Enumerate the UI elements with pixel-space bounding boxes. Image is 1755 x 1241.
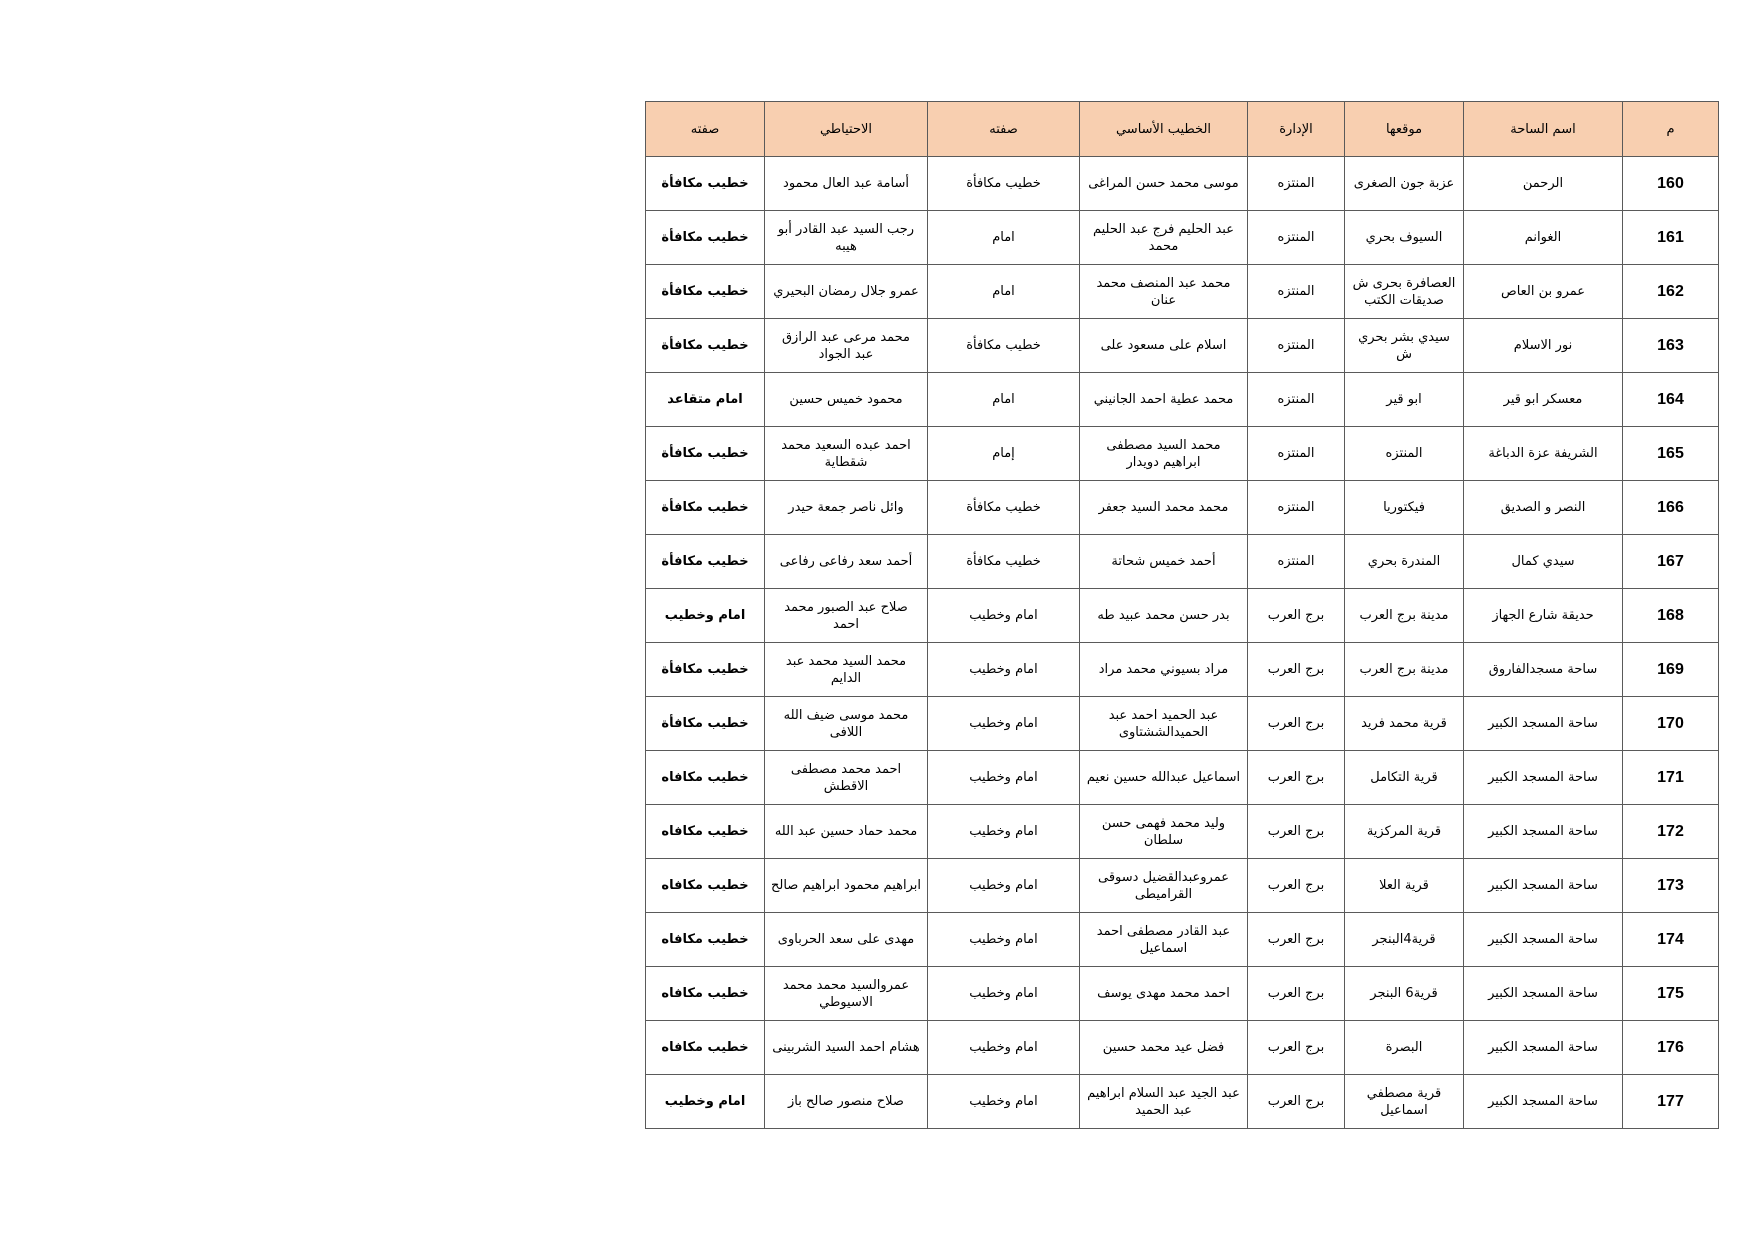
cell-reserve: وائل ناصر جمعة حيدر (765, 481, 928, 535)
cell-num: 162 (1623, 265, 1719, 319)
cell-main-role: امام وخطيب (928, 643, 1080, 697)
cell-square-name: ساحة المسجد الكبير (1464, 859, 1623, 913)
table-row (646, 967, 1719, 1021)
cell-main-role: امام وخطيب (928, 913, 1080, 967)
cell-location: عزبة جون الصغرى (1345, 157, 1464, 211)
cell-reserve: مهدى على سعد الحرباوى (765, 913, 928, 967)
cell-main-role: خطيب مكافأة (928, 535, 1080, 589)
cell-reserve-role: خطيب مكافأة (646, 643, 765, 697)
cell-main-preacher: محمد عطية احمد الجانيني (1080, 373, 1248, 427)
cell-square-name: عمرو بن العاص (1464, 265, 1623, 319)
cell-main-preacher: محمد محمد السيد جعفر (1080, 481, 1248, 535)
table-row (646, 697, 1719, 751)
cell-administration: المنتزه (1248, 211, 1345, 265)
cell-reserve: احمد محمد مصطفى الاقطش (765, 751, 928, 805)
cell-administration: المنتزه (1248, 265, 1345, 319)
cell-reserve-role: خطيب مكافأة (646, 481, 765, 535)
cell-reserve-role: خطيب مكافأة (646, 211, 765, 265)
cell-location: العصافرة بحرى ش صديقات الكتب (1345, 265, 1464, 319)
cell-main-preacher: وليد محمد فهمى حسن سلطان (1080, 805, 1248, 859)
table-row (646, 913, 1719, 967)
cell-square-name: الغوانم (1464, 211, 1623, 265)
cell-administration: برج العرب (1248, 859, 1345, 913)
cell-square-name: ساحة المسجد الكبير (1464, 1075, 1623, 1129)
cell-reserve-role: خطيب مكافاه (646, 1021, 765, 1075)
table-row (646, 373, 1719, 427)
cell-num: 164 (1623, 373, 1719, 427)
cell-main-role: امام وخطيب (928, 589, 1080, 643)
cell-reserve-role: خطيب مكافأة (646, 427, 765, 481)
cell-location: قرية التكامل (1345, 751, 1464, 805)
cell-reserve-role: خطيب مكافاه (646, 913, 765, 967)
cell-reserve-role: خطيب مكافأة (646, 535, 765, 589)
cell-num: 160 (1623, 157, 1719, 211)
cell-reserve: ابراهيم محمود ابراهيم صالح (765, 859, 928, 913)
cell-location: قرية المركزية (1345, 805, 1464, 859)
cell-location: البصرة (1345, 1021, 1464, 1075)
cell-administration: برج العرب (1248, 589, 1345, 643)
cell-main-role: امام (928, 373, 1080, 427)
cell-location: قرية محمد فريد (1345, 697, 1464, 751)
cell-num: 174 (1623, 913, 1719, 967)
cell-reserve: محمد موسى ضيف الله اللافى (765, 697, 928, 751)
cell-num: 161 (1623, 211, 1719, 265)
table-row (646, 427, 1719, 481)
cell-square-name: نور الاسلام (1464, 319, 1623, 373)
cell-main-role: إمام (928, 427, 1080, 481)
cell-square-name: الرحمن (1464, 157, 1623, 211)
table-row (646, 805, 1719, 859)
cell-square-name: سيدي كمال (1464, 535, 1623, 589)
cell-main-preacher: عبد الحليم فرج عبد الحليم محمد (1080, 211, 1248, 265)
cell-location: ابو قير (1345, 373, 1464, 427)
cell-reserve: رجب السيد عبد القادر أبو هيبه (765, 211, 928, 265)
table-row (646, 589, 1719, 643)
cell-num: 171 (1623, 751, 1719, 805)
cell-location: فيكتوريا (1345, 481, 1464, 535)
cell-location: قرية6 البنجر (1345, 967, 1464, 1021)
cell-administration: برج العرب (1248, 1021, 1345, 1075)
cell-location: المنتزه (1345, 427, 1464, 481)
cell-reserve: عمرو جلال رمضان البحيري (765, 265, 928, 319)
cell-location: المندرة بحري (1345, 535, 1464, 589)
cell-num: 163 (1623, 319, 1719, 373)
table-row (646, 859, 1719, 913)
cell-main-role: خطيب مكافأة (928, 319, 1080, 373)
cell-square-name: ساحة المسجد الكبير (1464, 805, 1623, 859)
preachers-table (645, 101, 1719, 1129)
cell-main-preacher: عبد الجيد عبد السلام ابراهيم عبد الحميد (1080, 1075, 1248, 1129)
cell-reserve-role: خطيب مكافاه (646, 751, 765, 805)
header-main-role: صفته (928, 102, 1080, 157)
cell-location: مدينة برج العرب (1345, 643, 1464, 697)
cell-main-preacher: عبد القادر مصطفى احمد اسماعيل (1080, 913, 1248, 967)
cell-administration: المنتزه (1248, 427, 1345, 481)
cell-administration: المنتزه (1248, 373, 1345, 427)
table-row (646, 1075, 1719, 1129)
cell-num: 176 (1623, 1021, 1719, 1075)
cell-reserve: صلاح منصور صالح باز (765, 1075, 928, 1129)
cell-num: 175 (1623, 967, 1719, 1021)
cell-square-name: ساحة المسجد الكبير (1464, 967, 1623, 1021)
cell-reserve-role: خطيب مكافاه (646, 967, 765, 1021)
cell-main-role: امام وخطيب (928, 1021, 1080, 1075)
cell-location: قرية مصطفي اسماعيل (1345, 1075, 1464, 1129)
cell-main-role: امام وخطيب (928, 859, 1080, 913)
cell-square-name: الشريفة عزة الدباغة (1464, 427, 1623, 481)
table-row (646, 643, 1719, 697)
cell-administration: برج العرب (1248, 967, 1345, 1021)
cell-num: 165 (1623, 427, 1719, 481)
cell-administration: برج العرب (1248, 913, 1345, 967)
cell-num: 170 (1623, 697, 1719, 751)
cell-square-name: حديقة شارع الجهاز (1464, 589, 1623, 643)
cell-main-preacher: محمد عبد المنصف محمد عنان (1080, 265, 1248, 319)
cell-administration: برج العرب (1248, 805, 1345, 859)
cell-main-preacher: اسماعيل عبدالله حسين نعيم (1080, 751, 1248, 805)
cell-reserve: محمود خميس حسين (765, 373, 928, 427)
cell-main-role: امام وخطيب (928, 967, 1080, 1021)
cell-square-name: ساحة المسجد الكبير (1464, 1021, 1623, 1075)
table-row (646, 319, 1719, 373)
cell-num: 173 (1623, 859, 1719, 913)
cell-location: قرية العلا (1345, 859, 1464, 913)
cell-reserve-role: خطيب مكافأة (646, 319, 765, 373)
cell-reserve: هشام احمد السيد الشربينى (765, 1021, 928, 1075)
cell-main-role: امام وخطيب (928, 697, 1080, 751)
cell-num: 177 (1623, 1075, 1719, 1129)
table-row (646, 157, 1719, 211)
cell-square-name: ساحة المسجد الكبير (1464, 697, 1623, 751)
header-administration: الإدارة (1248, 102, 1345, 157)
cell-reserve: صلاح عبد الصبور محمد احمد (765, 589, 928, 643)
cell-reserve: محمد حماد حسين عبد الله (765, 805, 928, 859)
cell-square-name: ساحة المسجد الكبير (1464, 751, 1623, 805)
cell-main-role: خطيب مكافأة (928, 157, 1080, 211)
cell-main-role: خطيب مكافأة (928, 481, 1080, 535)
cell-main-preacher: اسلام على مسعود على (1080, 319, 1248, 373)
cell-reserve: أحمد سعد رفاعى رفاعى (765, 535, 928, 589)
cell-administration: برج العرب (1248, 751, 1345, 805)
cell-administration: المنتزه (1248, 535, 1345, 589)
cell-reserve: أسامة عبد العال محمود (765, 157, 928, 211)
cell-main-preacher: عمروعبدالقضيل دسوقى القراميطى (1080, 859, 1248, 913)
cell-main-preacher: بدر حسن محمد عبيد طه (1080, 589, 1248, 643)
cell-main-role: امام (928, 211, 1080, 265)
cell-square-name: النصر و الصديق (1464, 481, 1623, 535)
cell-main-preacher: موسى محمد حسن المراغى (1080, 157, 1248, 211)
cell-num: 169 (1623, 643, 1719, 697)
cell-reserve-role: خطيب مكافأة (646, 157, 765, 211)
cell-reserve-role: خطيب مكافاه (646, 805, 765, 859)
cell-reserve: محمد مرعى عبد الرازق عبد الجواد (765, 319, 928, 373)
cell-reserve-role: خطيب مكافأة (646, 265, 765, 319)
cell-administration: برج العرب (1248, 643, 1345, 697)
cell-main-preacher: مراد بسيوني محمد مراد (1080, 643, 1248, 697)
header-reserve-role: صفته (646, 102, 765, 157)
header-main-preacher: الخطيب الأساسي (1080, 102, 1248, 157)
table-row (646, 481, 1719, 535)
cell-administration: المنتزه (1248, 157, 1345, 211)
cell-main-role: امام وخطيب (928, 805, 1080, 859)
header-num: م (1623, 102, 1719, 157)
table-row (646, 751, 1719, 805)
cell-main-role: امام (928, 265, 1080, 319)
table-row (646, 1021, 1719, 1075)
table-row (646, 265, 1719, 319)
cell-reserve-role: امام متقاعد (646, 373, 765, 427)
cell-main-preacher: محمد السيد مصطفى ابراهيم دويدار (1080, 427, 1248, 481)
cell-main-preacher: فضل عيد محمد حسين (1080, 1021, 1248, 1075)
cell-location: السيوف بحري (1345, 211, 1464, 265)
header-location: موقعها (1345, 102, 1464, 157)
header-square-name: اسم الساحة (1464, 102, 1623, 157)
table-row (646, 211, 1719, 265)
cell-square-name: ساحة المسجد الكبير (1464, 913, 1623, 967)
cell-location: قرية4البنجر (1345, 913, 1464, 967)
cell-administration: المنتزه (1248, 481, 1345, 535)
cell-location: سيدي بشر بحري ش (1345, 319, 1464, 373)
cell-reserve-role: امام وخطيب (646, 1075, 765, 1129)
cell-main-preacher: احمد محمد مهدى يوسف (1080, 967, 1248, 1021)
cell-num: 167 (1623, 535, 1719, 589)
table-header-row (646, 102, 1719, 157)
table-body (646, 157, 1719, 1129)
cell-reserve-role: امام وخطيب (646, 589, 765, 643)
cell-administration: برج العرب (1248, 1075, 1345, 1129)
cell-reserve: عمروالسيد محمد محمد الاسيوطي (765, 967, 928, 1021)
cell-num: 166 (1623, 481, 1719, 535)
cell-main-role: امام وخطيب (928, 1075, 1080, 1129)
cell-reserve: محمد السيد محمد عبد الدايم (765, 643, 928, 697)
cell-main-preacher: أحمد خميس شحاتة (1080, 535, 1248, 589)
cell-square-name: ساحة مسجدالفاروق (1464, 643, 1623, 697)
cell-reserve: احمد عبده السعيد محمد شقطاية (765, 427, 928, 481)
table-row (646, 535, 1719, 589)
cell-administration: المنتزه (1248, 319, 1345, 373)
cell-square-name: معسكر ابو قير (1464, 373, 1623, 427)
cell-administration: برج العرب (1248, 697, 1345, 751)
cell-num: 168 (1623, 589, 1719, 643)
cell-reserve-role: خطيب مكافأة (646, 697, 765, 751)
cell-main-role: امام وخطيب (928, 751, 1080, 805)
cell-reserve-role: خطيب مكافاه (646, 859, 765, 913)
cell-main-preacher: عبد الحميد احمد عبد الحميدالششتاوى (1080, 697, 1248, 751)
header-reserve: الاحتياطي (765, 102, 928, 157)
cell-location: مدينة برج العرب (1345, 589, 1464, 643)
cell-num: 172 (1623, 805, 1719, 859)
